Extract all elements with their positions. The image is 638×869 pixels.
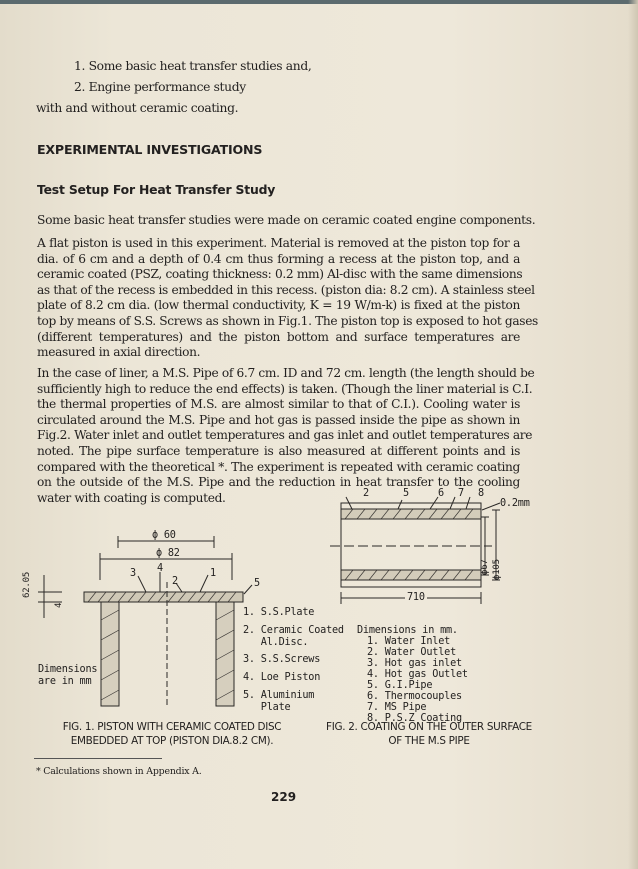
paragraph-3-line: water with coating is computed.	[37, 490, 226, 505]
fig2-legend-item: 1. Water Inlet	[367, 636, 451, 647]
section-heading: EXPERIMENTAL INVESTIGATIONS	[37, 142, 263, 157]
fig2-legend-item: 8. P.S.Z Coating	[367, 713, 462, 724]
fig1-callout: 5	[254, 578, 260, 589]
paragraph-3-line: circulated around the M.S. Pipe and hot gas is passed inside the pipe as shown in	[37, 412, 520, 427]
paragraph-3-line: the thermal properties of M.S. are almost similar to that of C.I.). Cooling water is	[37, 397, 520, 412]
subheading: Test Setup For Heat Transfer Study	[37, 182, 276, 197]
footnote-rule	[34, 758, 162, 759]
fig1-legend-item: 3. S.S.Screws	[243, 654, 321, 665]
fig2-callout: 5	[403, 488, 409, 499]
paragraph-2-line: dia. of 6 cm and a depth of 0.4 cm thus forming a recess at the piston top, and a	[37, 251, 520, 266]
fig2-caption: FIG. 2. COATING ON THE OUTER SURFACE OF THE M.S PIPE	[326, 721, 532, 747]
fig1-legend-item: 4. Loe Piston	[243, 672, 321, 683]
fig2-callout: 6	[438, 488, 444, 499]
fig1-dim-side-b: 4	[54, 602, 64, 608]
fig1-callout: 1	[210, 568, 216, 579]
fig1-legend-item: 5. Aluminium Plate	[243, 690, 315, 713]
fig2-callout: 7	[458, 488, 464, 499]
paragraph-2-line: top by means of S.S. Screws as shown in Fig.1. The piston top is exposed to hot gases	[37, 313, 538, 328]
fig1-callout: 2	[172, 576, 178, 587]
fig2-legend-item: 6. Thermocouples	[367, 691, 462, 702]
fig1-legend-item: 1. S.S.Plate	[243, 607, 315, 618]
fig2-dim-outer-diameter: ϕ105	[492, 559, 502, 580]
paragraph-1: Some basic heat transfer studies were made on ceramic coated engine components.	[37, 213, 536, 227]
fig2-dim-coating: 0.2mm	[500, 498, 530, 509]
fig2-dim-length: 710	[407, 592, 425, 603]
paragraph-3-line: sufficiently high to reduce the end effects) is taken. (Though the liner material is C.I.	[37, 381, 533, 396]
paragraph-2-line: measured in axial direction.	[37, 345, 201, 360]
paragraph-3-line: compared with the theoretical *. The experiment is repeated with ceramic coating	[37, 459, 520, 474]
paragraph-3-line: on the outside of the M.S. Pipe and the reduction in heat transfer to the cooling	[37, 475, 520, 490]
fig1-caption: FIG. 1. PISTON WITH CERAMIC COATED DISC EMBEDDED AT TOP (PISTON DIA.8.2 CM).	[62, 721, 282, 747]
list-item-continuation: with and without ceramic coating.	[36, 101, 239, 115]
fig2-callout: 8	[478, 488, 484, 499]
fig1-callout: 4	[157, 563, 163, 574]
fig2-legend-item: 3. Hot gas inlet	[367, 658, 462, 669]
footnote: * Calculations shown in Appendix A.	[36, 766, 202, 777]
paragraph-3-line: Fig.2. Water inlet and outlet temperatures and gas inlet and outlet temperatures are	[37, 428, 533, 443]
fig1-callout: 3	[130, 568, 136, 579]
paragraph-2-line: (different temperatures) and the piston bottom and surface temperatures are	[37, 329, 520, 344]
fig2-legend-item: 4. Hot gas Outlet	[367, 669, 468, 680]
fig2-legend-item: 7. MS Pipe	[367, 702, 427, 713]
fig1-dimensions-note: Dimensions are in mm	[38, 664, 98, 687]
paragraph-2-line: ceramic coated (PSZ, coating thickness: 0.2 mm) Al-disc with the same dimensions	[37, 267, 523, 282]
fig1-dim-60: ϕ 60	[152, 530, 176, 541]
paragraph-3-line: noted. The pipe surface temperature is also measured at different points and is	[37, 443, 520, 458]
fig2-legend-item: 5. G.I.Pipe	[367, 680, 433, 691]
fig2-dim-inner-diameter: ϕ67	[480, 559, 490, 575]
list-item-1: 1. Some basic heat transfer studies and,	[74, 59, 312, 73]
paragraph-2-line: A flat piston is used in this experiment. Material is removed at the piston top for a	[37, 236, 520, 250]
fig2-legend-item: 2. Water Outlet	[367, 647, 457, 658]
fig1-legend-item: 2. Ceramic Coated Al.Disc.	[243, 625, 344, 648]
fig2-callout: 2	[363, 488, 369, 499]
paragraph-3-line: In the case of liner, a M.S. Pipe of 6.7 cm. ID and 72 cm. length (the length should be	[37, 366, 535, 380]
paragraph-2-line: plate of 8.2 cm dia. (low thermal conductivity, K = 19 W/m-k) is fixed at the piston	[37, 298, 520, 313]
fig2-dimensions-heading: Dimensions in mm.	[357, 625, 458, 636]
page-number: 229	[271, 790, 297, 804]
fig1-dim-82: ϕ 82	[156, 548, 180, 559]
fig1-dim-side-a: 62.05	[22, 571, 32, 598]
paragraph-2-line: as that of the recess is embedded in this recess. (piston dia: 8.2 cm). A stainless steel	[37, 282, 535, 297]
list-item-2: 2. Engine performance study	[74, 80, 246, 94]
